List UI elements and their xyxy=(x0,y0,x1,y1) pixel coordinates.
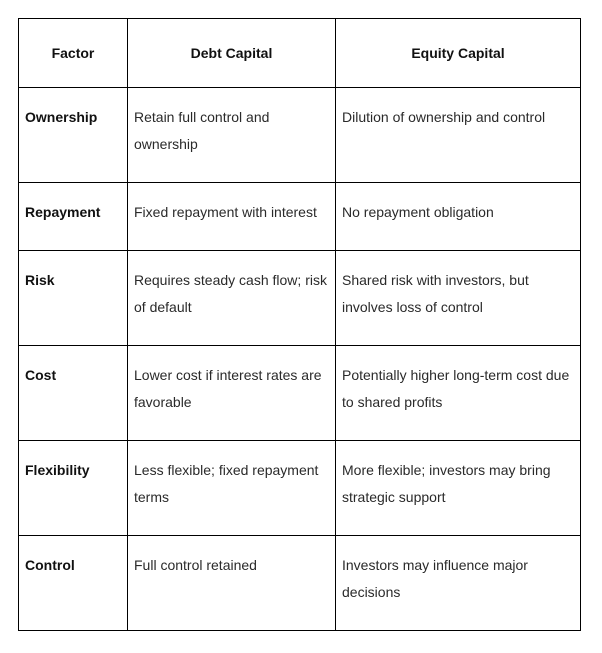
factor-cell: Repayment xyxy=(19,183,128,251)
factor-cell: Ownership xyxy=(19,88,128,183)
factor-cell: Risk xyxy=(19,251,128,346)
table-row xyxy=(19,251,581,346)
comparison-table xyxy=(18,18,581,631)
factor-cell: Flexibility xyxy=(19,441,128,536)
header-row xyxy=(19,19,581,88)
debt-cell: Full control retained xyxy=(128,536,336,631)
equity-cell: No repayment obligation xyxy=(336,183,581,251)
factor-cell: Cost xyxy=(19,346,128,441)
equity-cell: More flexible; investors may bring strategic support xyxy=(336,441,581,536)
table-row xyxy=(19,88,581,183)
equity-cell: Dilution of ownership and control xyxy=(336,88,581,183)
equity-cell: Investors may influence major decisions xyxy=(336,536,581,631)
table-row xyxy=(19,536,581,631)
debt-cell: Fixed repayment with interest xyxy=(128,183,336,251)
factor-cell: Control xyxy=(19,536,128,631)
debt-cell: Lower cost if interest rates are favorable xyxy=(128,346,336,441)
header-equity-capital: Equity Capital xyxy=(336,19,581,88)
header-factor: Factor xyxy=(19,19,128,88)
table-row xyxy=(19,346,581,441)
equity-cell: Potentially higher long-term cost due to shared profits xyxy=(336,346,581,441)
equity-cell: Shared risk with investors, but involves loss of control xyxy=(336,251,581,346)
debt-cell: Requires steady cash flow; risk of default xyxy=(128,251,336,346)
table-row xyxy=(19,183,581,251)
debt-cell: Less flexible; fixed repayment terms xyxy=(128,441,336,536)
header-debt-capital: Debt Capital xyxy=(128,19,336,88)
table-row xyxy=(19,441,581,536)
debt-cell: Retain full control and ownership xyxy=(128,88,336,183)
